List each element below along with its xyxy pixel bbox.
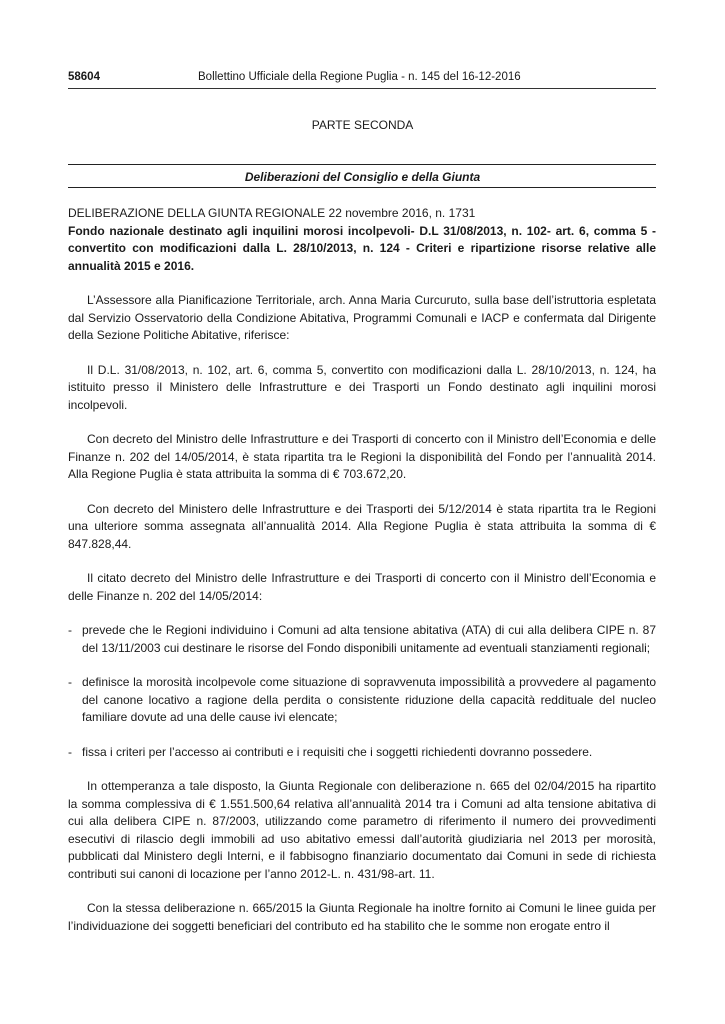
paragraph: Con decreto del Ministero delle Infrastrutture e dei Trasporti dei 5/12/2014 è stata ripartita tra le Regioni una ulteriore somma assegnata all’annualità 2014. Alla Regione Puglia è stata attribuita la somma di € 847.828,44. <box>68 501 656 551</box>
paragraph: L’Assessore alla Pianificazione Territoriale, arch. Anna Maria Curcuruto, sulla base dell’istruttoria espletata dal Servizio Osservatorio della Condizione Abitativa, Programmi Comunali e IACP e confermata dal Dirigente della Sezione Politiche Abitative, riferisce: <box>68 293 656 342</box>
deliberation-heading: DELIBERAZIONE DELLA GIUNTA REGIONALE 22 novembre 2016, n. 1731 <box>68 206 476 220</box>
list-item-text: prevede che le Regioni individuino i Comuni ad alta tensione abitativa (ATA) di cui alla delibera CIPE n. 87 del 13/11/2003 cui destinare le risorse del Fondo disponibili unitamente ad eventuali stanziamenti regionali; <box>82 623 656 655</box>
paragraph: Con la stessa deliberazione n. 665/2015 la Giunta Regionale ha inoltre fornito ai Comuni le linee guida per l’individuazione dei soggetti beneficiari del contributo ed ha stabilito che le somme non erogate entro il <box>68 901 656 933</box>
bullet-dash: - <box>68 623 72 637</box>
document-body <box>68 205 656 935</box>
list-item <box>68 674 656 727</box>
list-item <box>68 744 656 762</box>
paragraph: Il citato decreto del Ministro delle Infrastrutture e dei Trasporti di concerto con il Ministro dell’Economia e delle Finanze n. 202 del 14/05/2014: <box>68 571 656 603</box>
list-item-text: definisce la morosità incolpevole come situazione di sopravvenuta impossibilità a provvedere al pagamento del canone locativo a ragione della perdita o consistente riduzione della capacità reddituale del nucleo familiare dovute ad una delle cause ivi elencate; <box>82 675 656 724</box>
section-title: Deliberazioni del Consiglio e della Giunta <box>244 170 481 184</box>
page-number: 58604 <box>68 71 100 83</box>
deliberation-subject: Fondo nazionale destinato agli inquilini morosi incolpevoli- D.L 31/08/2013, n. 102- art. 6, comma 5 - convertito con modificazioni dalla L. 28/10/2013, n. 124 - Criteri e ripartizione risorse relative alle annualità 2015 e 2016. <box>68 223 656 273</box>
bullet-dash: - <box>68 675 72 689</box>
part-label: PARTE SECONDA <box>311 118 414 132</box>
paragraph: Il D.L. 31/08/2013, n. 102, art. 6, comma 5, convertito con modificazioni dalla L. 28/10/2013, n. 124, ha istituito presso il Ministero delle Infrastrutture e dei Trasporti un Fondo destinato agli inquilini morosi incolpevoli. <box>68 362 656 412</box>
bullet-dash: - <box>68 744 72 759</box>
publication-title: Bollettino Ufficiale della Regione Puglia - n. 145 del 16-12-2016 <box>198 71 521 83</box>
section-bottom-divider <box>68 187 656 188</box>
list-item <box>68 622 656 657</box>
paragraph: In ottemperanza a tale disposto, la Giunta Regionale con deliberazione n. 665 del 02/04/2015 ha ripartito la somma complessiva di € 1.551.500,64 relativa all’annualità 2014 tra i Comuni ad alta tensione abitativa di cui alla delibera CIPE n. 87/2003, utilizzando come parametro di riferimento il numero dei provvedimenti esecutivi di rilascio degli immobili ad uso abitativo emessi dall’autorità giudiziaria nel 2013 per morosità, pubblicati dal Ministero degli Interni, e il fabbisogno finanziario documentato dai Comuni in sede di richiesta contributi sui canoni di locazione per l’anno 2012-L. n. 431/98-art. 11. <box>68 779 656 881</box>
header-divider <box>68 88 656 89</box>
paragraph: Con decreto del Ministro delle Infrastrutture e dei Trasporti di concerto con il Ministro dell’Economia e delle Finanze n. 202 del 14/05/2014, è stata ripartita tra le Regioni la disponibilità del Fondo per l’annualità 2014. Alla Regione Puglia è stata attribuita la somma di € 703.672,20. <box>68 432 656 481</box>
section-top-divider <box>68 164 656 165</box>
list-item-text: fissa i criteri per l’accesso ai contributi e i requisiti che i soggetti richiedenti dovranno possedere. <box>82 744 593 759</box>
